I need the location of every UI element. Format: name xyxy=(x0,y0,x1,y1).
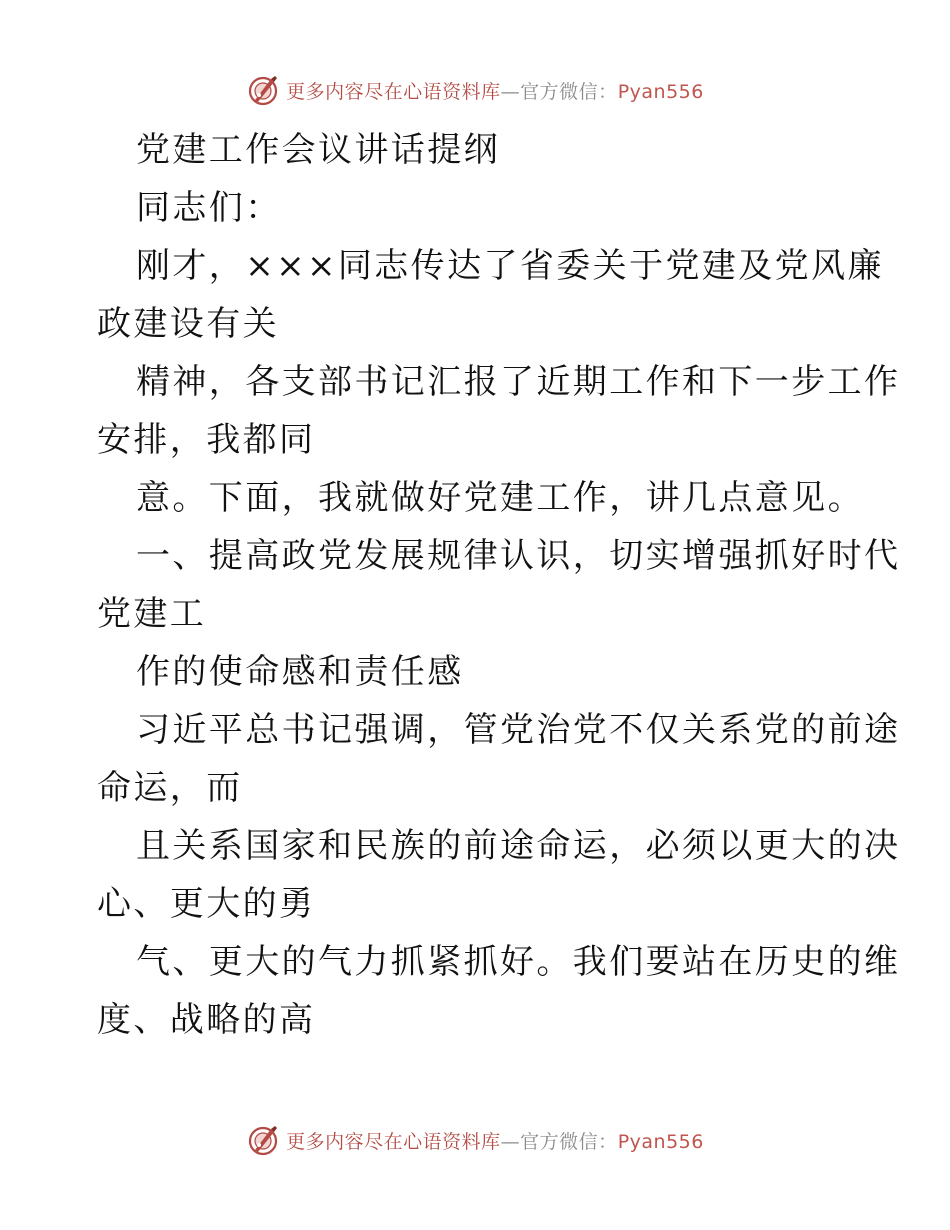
quill-pen-seal-icon xyxy=(246,1123,280,1157)
text-line: 心、更大的勇 xyxy=(97,884,316,924)
watermark-dash: — xyxy=(500,80,521,103)
text-line: 同志们： xyxy=(136,188,282,228)
document-title: 党建工作会议讲话提纲 xyxy=(136,130,500,170)
text-line: 刚才，×××同志传达了省委关于党建及党风廉 xyxy=(136,246,884,286)
watermark-account: Pyan556 xyxy=(617,1130,704,1153)
footer-watermark-text xyxy=(286,1127,704,1154)
text-line: 度、战略的高 xyxy=(97,1000,316,1040)
header-watermark-banner xyxy=(0,70,950,110)
header-watermark-text xyxy=(286,77,704,104)
watermark-main-text: 更多内容尽在心语资料库 xyxy=(286,1130,501,1153)
watermark-label: 官方微信： xyxy=(520,1130,618,1153)
text-line: 精神，各支部书记汇报了近期工作和下一步工作 xyxy=(136,362,901,402)
text-line: 政建设有关 xyxy=(97,304,279,344)
text-line: 一、提高政党发展规律认识，切实增强抓好时代 xyxy=(136,536,901,576)
footer-watermark-banner xyxy=(0,1120,950,1160)
text-line: 命运，而 xyxy=(97,768,243,808)
quill-pen-seal-icon xyxy=(246,73,280,107)
text-line: 作的使命感和责任感 xyxy=(136,652,464,692)
watermark-main-text: 更多内容尽在心语资料库 xyxy=(286,80,501,103)
text-line: 安排，我都同 xyxy=(97,420,316,460)
document-body xyxy=(97,121,901,1049)
watermark-dash: — xyxy=(500,1130,521,1153)
watermark-account: Pyan556 xyxy=(617,80,704,103)
text-line: 意。下面，我就做好党建工作，讲几点意见。 xyxy=(136,478,864,518)
text-line: 党建工 xyxy=(97,594,207,634)
text-line: 习近平总书记强调，管党治党不仅关系党的前途 xyxy=(136,710,901,750)
watermark-label: 官方微信： xyxy=(520,80,618,103)
text-line: 且关系国家和民族的前途命运，必须以更大的决 xyxy=(136,826,901,866)
text-line: 气、更大的气力抓紧抓好。我们要站在历史的维 xyxy=(136,942,901,982)
